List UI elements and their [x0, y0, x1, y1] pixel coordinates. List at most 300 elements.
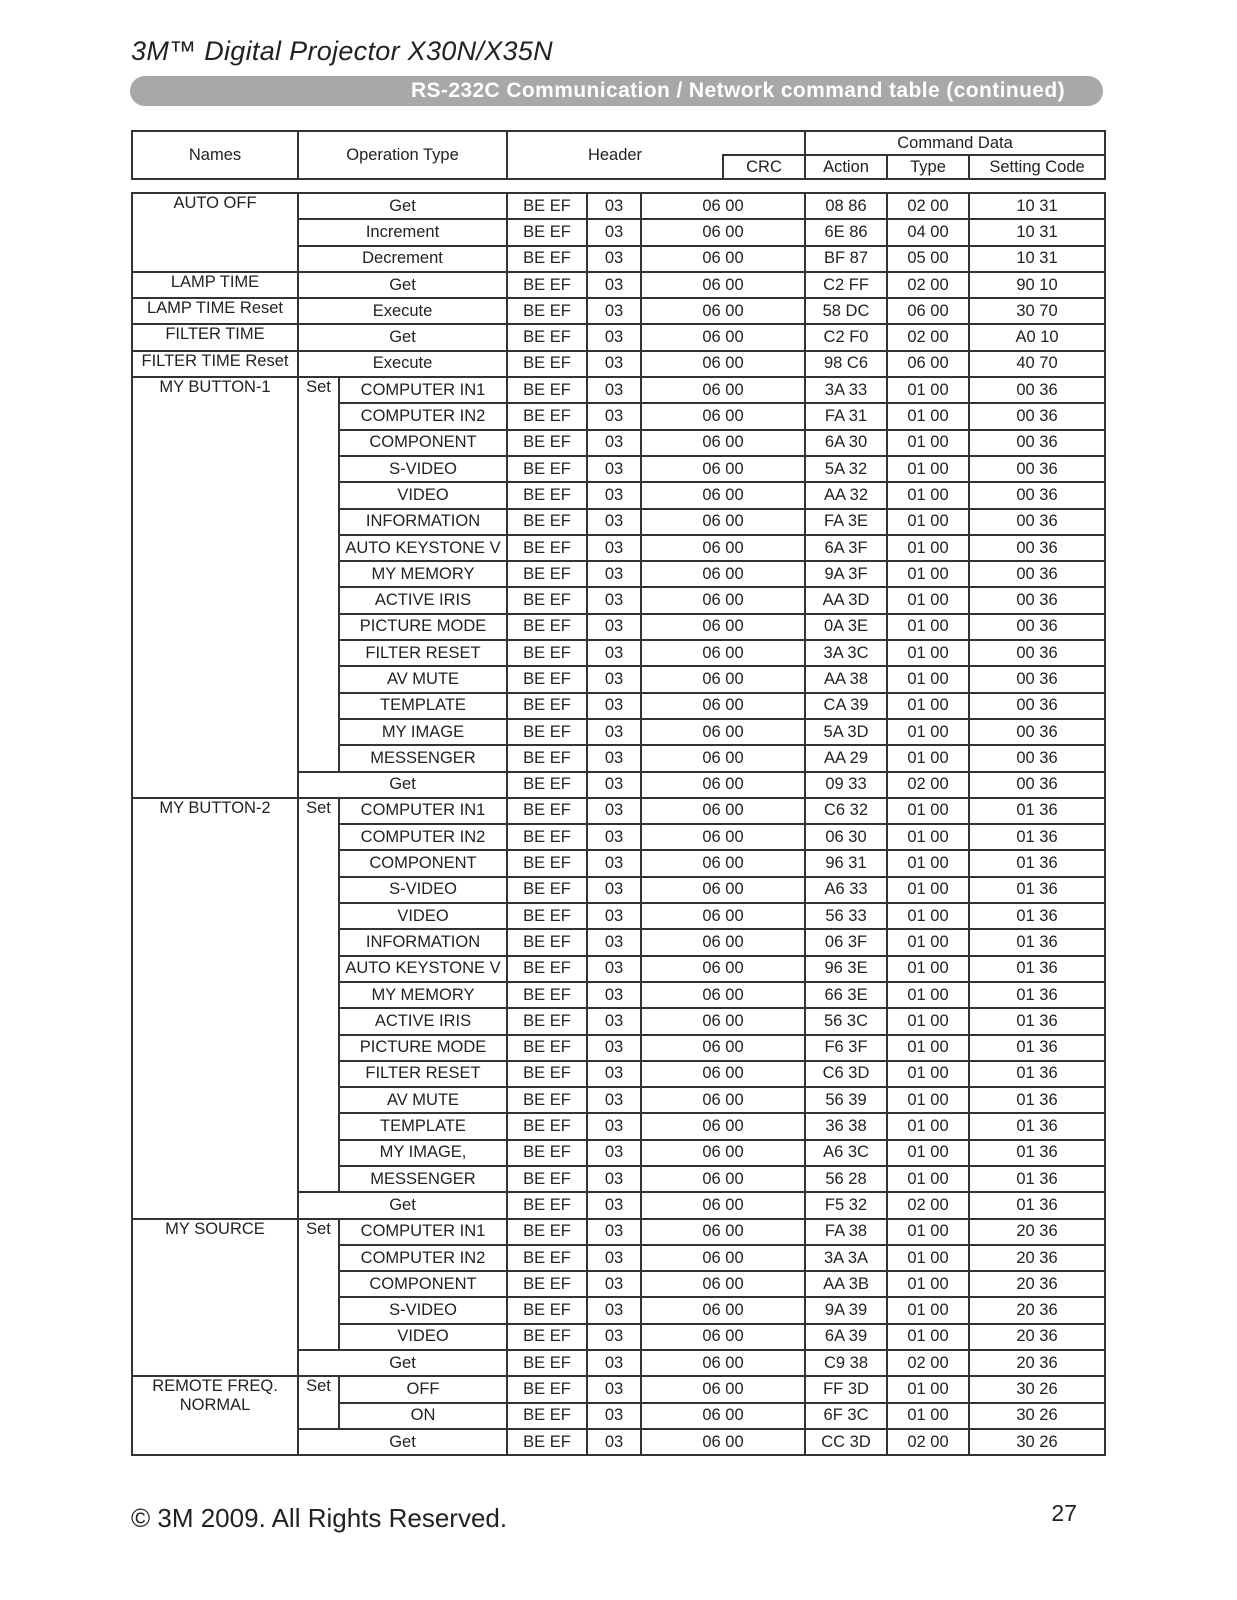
header-byte-3-cell: 06 00 [641, 1035, 805, 1061]
header-byte-2-cell: 03 [587, 1403, 641, 1429]
header-byte-1-cell: BE EF [507, 1324, 587, 1350]
type-cell: 01 36 [969, 1192, 1105, 1218]
header-byte-2-cell: 03 [587, 1245, 641, 1271]
document-title: 3M™ Digital Projector X30N/X35N [131, 36, 553, 66]
crc-cell: 09 33 [805, 772, 887, 798]
header-byte-2-cell: 03 [587, 377, 641, 403]
header-byte-3-cell: 06 00 [641, 1271, 805, 1297]
operation-type: MESSENGER [339, 745, 507, 771]
table-row [132, 377, 1105, 403]
command-name: REMOTE FREQ. NORMAL [132, 1376, 298, 1455]
type-cell: 00 36 [969, 561, 1105, 587]
crc-cell: 66 3E [805, 982, 887, 1008]
header-byte-1-cell: BE EF [507, 1297, 587, 1323]
table-row [132, 324, 1105, 350]
type-cell: 01 36 [969, 1087, 1105, 1113]
header-byte-2-cell: 03 [587, 219, 641, 245]
operation-type: PICTURE MODE [339, 614, 507, 640]
crc-cell: 6A 30 [805, 430, 887, 456]
table-row [132, 798, 1105, 824]
header-byte-1-cell: BE EF [507, 1140, 587, 1166]
header-byte-3-cell: 06 00 [641, 351, 805, 377]
operation-type: MY MEMORY [339, 561, 507, 587]
crc-cell: 58 DC [805, 298, 887, 324]
crc-cell: 06 30 [805, 824, 887, 850]
action-cell: 02 00 [887, 1192, 969, 1218]
type-cell: 00 36 [969, 403, 1105, 429]
action-cell: 01 00 [887, 509, 969, 535]
header-byte-3-cell: 06 00 [641, 456, 805, 482]
command-table-container [131, 130, 1104, 1456]
header-byte-1-cell: BE EF [507, 456, 587, 482]
table-row [132, 272, 1105, 298]
action-cell: 01 00 [887, 1035, 969, 1061]
operation-type: S-VIDEO [339, 877, 507, 903]
action-cell: 01 00 [887, 430, 969, 456]
command-table [131, 130, 1106, 1456]
operation-type: PICTURE MODE [339, 1035, 507, 1061]
type-cell: 00 36 [969, 666, 1105, 692]
action-cell: 01 00 [887, 929, 969, 955]
header-byte-2-cell: 03 [587, 982, 641, 1008]
crc-cell: 56 33 [805, 903, 887, 929]
action-cell: 04 00 [887, 219, 969, 245]
header-byte-3-cell: 06 00 [641, 1297, 805, 1323]
type-cell: 00 36 [969, 640, 1105, 666]
action-cell: 01 00 [887, 956, 969, 982]
header-byte-2-cell: 03 [587, 1271, 641, 1297]
header-byte-2-cell: 03 [587, 1192, 641, 1218]
action-cell: 06 00 [887, 298, 969, 324]
header-byte-2-cell: 03 [587, 298, 641, 324]
action-cell: 01 00 [887, 666, 969, 692]
operation-type: INFORMATION [339, 929, 507, 955]
header-byte-3-cell: 06 00 [641, 693, 805, 719]
header-byte-1-cell: BE EF [507, 1087, 587, 1113]
col-header-operation-type: Operation Type [298, 131, 507, 179]
header-byte-3-cell: 06 00 [641, 377, 805, 403]
header-byte-3-cell: 06 00 [641, 219, 805, 245]
col-header-header: Header [507, 131, 723, 179]
type-cell: 20 36 [969, 1297, 1105, 1323]
set-label: Set [298, 798, 339, 1192]
crc-cell: 6A 3F [805, 535, 887, 561]
header-byte-3-cell: 06 00 [641, 1140, 805, 1166]
header-byte-1-cell: BE EF [507, 1166, 587, 1192]
type-cell: 30 70 [969, 298, 1105, 324]
operation-type: Get [298, 272, 507, 298]
type-cell: 10 31 [969, 193, 1105, 219]
action-cell: 01 00 [887, 1140, 969, 1166]
type-cell: A0 10 [969, 324, 1105, 350]
header-byte-1-cell: BE EF [507, 561, 587, 587]
type-cell: 30 26 [969, 1429, 1105, 1455]
operation-type: INFORMATION [339, 509, 507, 535]
header-byte-1-cell: BE EF [507, 1245, 587, 1271]
header-byte-3-cell: 06 00 [641, 509, 805, 535]
operation-type: ACTIVE IRIS [339, 587, 507, 613]
operation-type: TEMPLATE [339, 1113, 507, 1139]
header-byte-2-cell: 03 [587, 561, 641, 587]
crc-cell: 9A 39 [805, 1297, 887, 1323]
type-cell: 00 36 [969, 377, 1105, 403]
header-byte-3-cell: 06 00 [641, 1429, 805, 1455]
crc-cell: CA 39 [805, 693, 887, 719]
operation-type: MESSENGER [339, 1166, 507, 1192]
action-cell: 02 00 [887, 1429, 969, 1455]
operation-type: Execute [298, 351, 507, 377]
type-cell: 01 36 [969, 1008, 1105, 1034]
type-cell: 30 26 [969, 1403, 1105, 1429]
crc-cell: 06 3F [805, 929, 887, 955]
header-byte-3-cell: 06 00 [641, 1166, 805, 1192]
command-name: LAMP TIME Reset [132, 298, 298, 324]
operation-type: MY IMAGE [339, 719, 507, 745]
header-byte-2-cell: 03 [587, 482, 641, 508]
table-row [132, 298, 1105, 324]
header-byte-1-cell: BE EF [507, 1113, 587, 1139]
table-body [132, 193, 1105, 1455]
header-byte-2-cell: 03 [587, 640, 641, 666]
crc-cell: 98 C6 [805, 351, 887, 377]
command-name: AUTO OFF [132, 193, 298, 272]
header-byte-1-cell: BE EF [507, 745, 587, 771]
operation-type: TEMPLATE [339, 693, 507, 719]
header-byte-1-cell: BE EF [507, 1403, 587, 1429]
header-byte-1-cell: BE EF [507, 1376, 587, 1402]
crc-cell: A6 33 [805, 877, 887, 903]
action-cell: 01 00 [887, 1008, 969, 1034]
operation-type: MY IMAGE, [339, 1140, 507, 1166]
header-byte-1-cell: BE EF [507, 719, 587, 745]
header-byte-3-cell: 06 00 [641, 614, 805, 640]
header-byte-2-cell: 03 [587, 1166, 641, 1192]
section-title: RS-232C Communication / Network command table (continued) [410, 79, 1065, 102]
action-cell: 01 00 [887, 877, 969, 903]
crc-cell: 6F 3C [805, 1403, 887, 1429]
header-byte-3-cell: 06 00 [641, 298, 805, 324]
operation-type: AV MUTE [339, 666, 507, 692]
operation-type: COMPUTER IN1 [339, 1219, 507, 1245]
header-byte-2-cell: 03 [587, 1297, 641, 1323]
crc-cell: 36 38 [805, 1113, 887, 1139]
crc-cell: FF 3D [805, 1376, 887, 1402]
header-byte-2-cell: 03 [587, 1035, 641, 1061]
crc-cell: 6E 86 [805, 219, 887, 245]
action-cell: 01 00 [887, 1403, 969, 1429]
type-cell: 01 36 [969, 1113, 1105, 1139]
header-byte-2-cell: 03 [587, 745, 641, 771]
type-cell: 00 36 [969, 772, 1105, 798]
action-cell: 02 00 [887, 1350, 969, 1376]
header-byte-2-cell: 03 [587, 1061, 641, 1087]
action-cell: 01 00 [887, 377, 969, 403]
type-cell: 40 70 [969, 351, 1105, 377]
header-byte-3-cell: 06 00 [641, 1350, 805, 1376]
header-byte-1-cell: BE EF [507, 693, 587, 719]
operation-type: COMPONENT [339, 850, 507, 876]
crc-cell: 5A 32 [805, 456, 887, 482]
header-byte-1-cell: BE EF [507, 1271, 587, 1297]
header-byte-3-cell: 06 00 [641, 929, 805, 955]
action-cell: 01 00 [887, 561, 969, 587]
header-byte-1-cell: BE EF [507, 351, 587, 377]
type-cell: 01 36 [969, 850, 1105, 876]
col-header-setting-code: Setting Code [969, 155, 1105, 179]
operation-type: AUTO KEYSTONE V [339, 956, 507, 982]
operation-type: Get [298, 1350, 507, 1376]
action-cell: 01 00 [887, 640, 969, 666]
header-byte-2-cell: 03 [587, 1087, 641, 1113]
crc-cell: 56 3C [805, 1008, 887, 1034]
header-byte-1-cell: BE EF [507, 772, 587, 798]
type-cell: 30 26 [969, 1376, 1105, 1402]
header-byte-2-cell: 03 [587, 587, 641, 613]
crc-cell: C6 32 [805, 798, 887, 824]
crc-cell: 96 3E [805, 956, 887, 982]
action-cell: 01 00 [887, 535, 969, 561]
operation-type: MY MEMORY [339, 982, 507, 1008]
crc-cell: C2 FF [805, 272, 887, 298]
header-byte-3-cell: 06 00 [641, 1245, 805, 1271]
header-byte-1-cell: BE EF [507, 666, 587, 692]
header-byte-1-cell: BE EF [507, 903, 587, 929]
crc-cell: 3A 33 [805, 377, 887, 403]
operation-type: Decrement [298, 246, 507, 272]
type-cell: 01 36 [969, 824, 1105, 850]
operation-type: ON [339, 1403, 507, 1429]
header-byte-2-cell: 03 [587, 430, 641, 456]
header-byte-3-cell: 06 00 [641, 324, 805, 350]
header-byte-1-cell: BE EF [507, 324, 587, 350]
crc-cell: FA 3E [805, 509, 887, 535]
header-byte-1-cell: BE EF [507, 219, 587, 245]
action-cell: 01 00 [887, 1219, 969, 1245]
header-byte-2-cell: 03 [587, 1376, 641, 1402]
action-cell: 01 00 [887, 1087, 969, 1113]
header-byte-3-cell: 06 00 [641, 745, 805, 771]
operation-type: S-VIDEO [339, 1297, 507, 1323]
header-byte-3-cell: 06 00 [641, 1061, 805, 1087]
col-header-action: Action [805, 155, 887, 179]
crc-cell: AA 3D [805, 587, 887, 613]
header-byte-1-cell: BE EF [507, 824, 587, 850]
crc-cell: C2 F0 [805, 324, 887, 350]
action-cell: 02 00 [887, 324, 969, 350]
header-byte-3-cell: 06 00 [641, 903, 805, 929]
header-byte-2-cell: 03 [587, 1113, 641, 1139]
action-cell: 01 00 [887, 1245, 969, 1271]
table-row [132, 351, 1105, 377]
header-byte-3-cell: 06 00 [641, 193, 805, 219]
type-cell: 20 36 [969, 1271, 1105, 1297]
type-cell: 01 36 [969, 956, 1105, 982]
crc-cell: AA 3B [805, 1271, 887, 1297]
crc-cell: C6 3D [805, 1061, 887, 1087]
header-byte-1-cell: BE EF [507, 929, 587, 955]
col-header-crc: CRC [723, 155, 805, 179]
operation-type: FILTER RESET [339, 640, 507, 666]
crc-cell: 08 86 [805, 193, 887, 219]
type-cell: 20 36 [969, 1324, 1105, 1350]
crc-cell: AA 38 [805, 666, 887, 692]
type-cell: 20 36 [969, 1219, 1105, 1245]
operation-type: Get [298, 193, 507, 219]
type-cell: 00 36 [969, 587, 1105, 613]
action-cell: 01 00 [887, 456, 969, 482]
page-number: 27 [1051, 1500, 1077, 1526]
action-cell: 01 00 [887, 903, 969, 929]
operation-type: COMPUTER IN2 [339, 824, 507, 850]
header-byte-3-cell: 06 00 [641, 246, 805, 272]
header-byte-1-cell: BE EF [507, 272, 587, 298]
header-byte-2-cell: 03 [587, 693, 641, 719]
set-label: Set [298, 1376, 339, 1429]
header-byte-1-cell: BE EF [507, 1192, 587, 1218]
header-byte-1-cell: BE EF [507, 509, 587, 535]
crc-cell: 9A 3F [805, 561, 887, 587]
type-cell: 20 36 [969, 1350, 1105, 1376]
action-cell: 06 00 [887, 351, 969, 377]
header-byte-2-cell: 03 [587, 351, 641, 377]
header-byte-1-cell: BE EF [507, 298, 587, 324]
set-label: Set [298, 377, 339, 771]
crc-cell: 96 31 [805, 850, 887, 876]
operation-type: Get [298, 1192, 507, 1218]
header-byte-2-cell: 03 [587, 956, 641, 982]
header-byte-1-cell: BE EF [507, 1350, 587, 1376]
col-header-command-data: Command Data [805, 131, 1105, 155]
operation-type: VIDEO [339, 1324, 507, 1350]
type-cell: 00 36 [969, 535, 1105, 561]
header-byte-3-cell: 06 00 [641, 430, 805, 456]
action-cell: 02 00 [887, 772, 969, 798]
type-cell: 00 36 [969, 509, 1105, 535]
header-byte-3-cell: 06 00 [641, 772, 805, 798]
header-row-1 [132, 131, 1105, 155]
operation-type: AV MUTE [339, 1087, 507, 1113]
header-byte-1-cell: BE EF [507, 1061, 587, 1087]
header-byte-2-cell: 03 [587, 1429, 641, 1455]
header-byte-2-cell: 03 [587, 614, 641, 640]
header-byte-1-cell: BE EF [507, 798, 587, 824]
action-cell: 01 00 [887, 1324, 969, 1350]
header-byte-2-cell: 03 [587, 535, 641, 561]
type-cell: 01 36 [969, 1166, 1105, 1192]
crc-cell: 5A 3D [805, 719, 887, 745]
header-byte-2-cell: 03 [587, 1219, 641, 1245]
header-byte-3-cell: 06 00 [641, 877, 805, 903]
table-row [132, 1219, 1105, 1245]
operation-type: COMPONENT [339, 430, 507, 456]
operation-type: Get [298, 1429, 507, 1455]
header-byte-1-cell: BE EF [507, 377, 587, 403]
header-byte-1-cell: BE EF [507, 640, 587, 666]
header-byte-2-cell: 03 [587, 193, 641, 219]
header-byte-3-cell: 06 00 [641, 1219, 805, 1245]
command-name: FILTER TIME [132, 324, 298, 350]
header-byte-3-cell: 06 00 [641, 1192, 805, 1218]
header-byte-2-cell: 03 [587, 272, 641, 298]
action-cell: 02 00 [887, 272, 969, 298]
header-byte-2-cell: 03 [587, 719, 641, 745]
header-byte-2-cell: 03 [587, 246, 641, 272]
header-byte-1-cell: BE EF [507, 1219, 587, 1245]
header-byte-1-cell: BE EF [507, 587, 587, 613]
operation-type: AUTO KEYSTONE V [339, 535, 507, 561]
header-byte-1-cell: BE EF [507, 193, 587, 219]
action-cell: 01 00 [887, 587, 969, 613]
operation-type: S-VIDEO [339, 456, 507, 482]
action-cell: 01 00 [887, 482, 969, 508]
header-byte-3-cell: 06 00 [641, 666, 805, 692]
crc-cell: 6A 39 [805, 1324, 887, 1350]
type-cell: 01 36 [969, 1061, 1105, 1087]
header-byte-1-cell: BE EF [507, 1035, 587, 1061]
action-cell: 01 00 [887, 1297, 969, 1323]
header-byte-3-cell: 06 00 [641, 1403, 805, 1429]
action-cell: 01 00 [887, 614, 969, 640]
operation-type: ACTIVE IRIS [339, 1008, 507, 1034]
type-cell: 10 31 [969, 219, 1105, 245]
command-name: MY BUTTON-1 [132, 377, 298, 798]
action-cell: 01 00 [887, 1166, 969, 1192]
type-cell: 00 36 [969, 430, 1105, 456]
header-byte-2-cell: 03 [587, 509, 641, 535]
header-byte-2-cell: 03 [587, 903, 641, 929]
header-byte-1-cell: BE EF [507, 1429, 587, 1455]
action-cell: 01 00 [887, 1113, 969, 1139]
type-cell: 10 31 [969, 246, 1105, 272]
header-byte-2-cell: 03 [587, 929, 641, 955]
crc-cell: FA 38 [805, 1219, 887, 1245]
table-row [132, 193, 1105, 219]
operation-type: COMPUTER IN1 [339, 798, 507, 824]
header-byte-3-cell: 06 00 [641, 640, 805, 666]
command-name: FILTER TIME Reset [132, 351, 298, 377]
type-cell: 01 36 [969, 929, 1105, 955]
header-byte-2-cell: 03 [587, 666, 641, 692]
action-cell: 01 00 [887, 850, 969, 876]
type-cell: 01 36 [969, 1035, 1105, 1061]
header-byte-1-cell: BE EF [507, 430, 587, 456]
action-cell: 01 00 [887, 982, 969, 1008]
header-byte-3-cell: 06 00 [641, 1113, 805, 1139]
type-cell: 01 36 [969, 903, 1105, 929]
header-byte-1-cell: BE EF [507, 614, 587, 640]
crc-cell: A6 3C [805, 1140, 887, 1166]
type-cell: 90 10 [969, 272, 1105, 298]
operation-type: Get [298, 772, 507, 798]
header-byte-3-cell: 06 00 [641, 798, 805, 824]
action-cell: 01 00 [887, 403, 969, 429]
action-cell: 01 00 [887, 693, 969, 719]
operation-type: COMPUTER IN2 [339, 1245, 507, 1271]
header-byte-3-cell: 06 00 [641, 482, 805, 508]
action-cell: 01 00 [887, 1061, 969, 1087]
type-cell: 00 36 [969, 745, 1105, 771]
action-cell: 01 00 [887, 798, 969, 824]
type-cell: 20 36 [969, 1245, 1105, 1271]
command-name: LAMP TIME [132, 272, 298, 298]
action-cell: 02 00 [887, 193, 969, 219]
header-byte-1-cell: BE EF [507, 982, 587, 1008]
operation-type: VIDEO [339, 903, 507, 929]
type-cell: 00 36 [969, 482, 1105, 508]
header-byte-3-cell: 06 00 [641, 982, 805, 1008]
operation-type: Get [298, 324, 507, 350]
action-cell: 01 00 [887, 824, 969, 850]
